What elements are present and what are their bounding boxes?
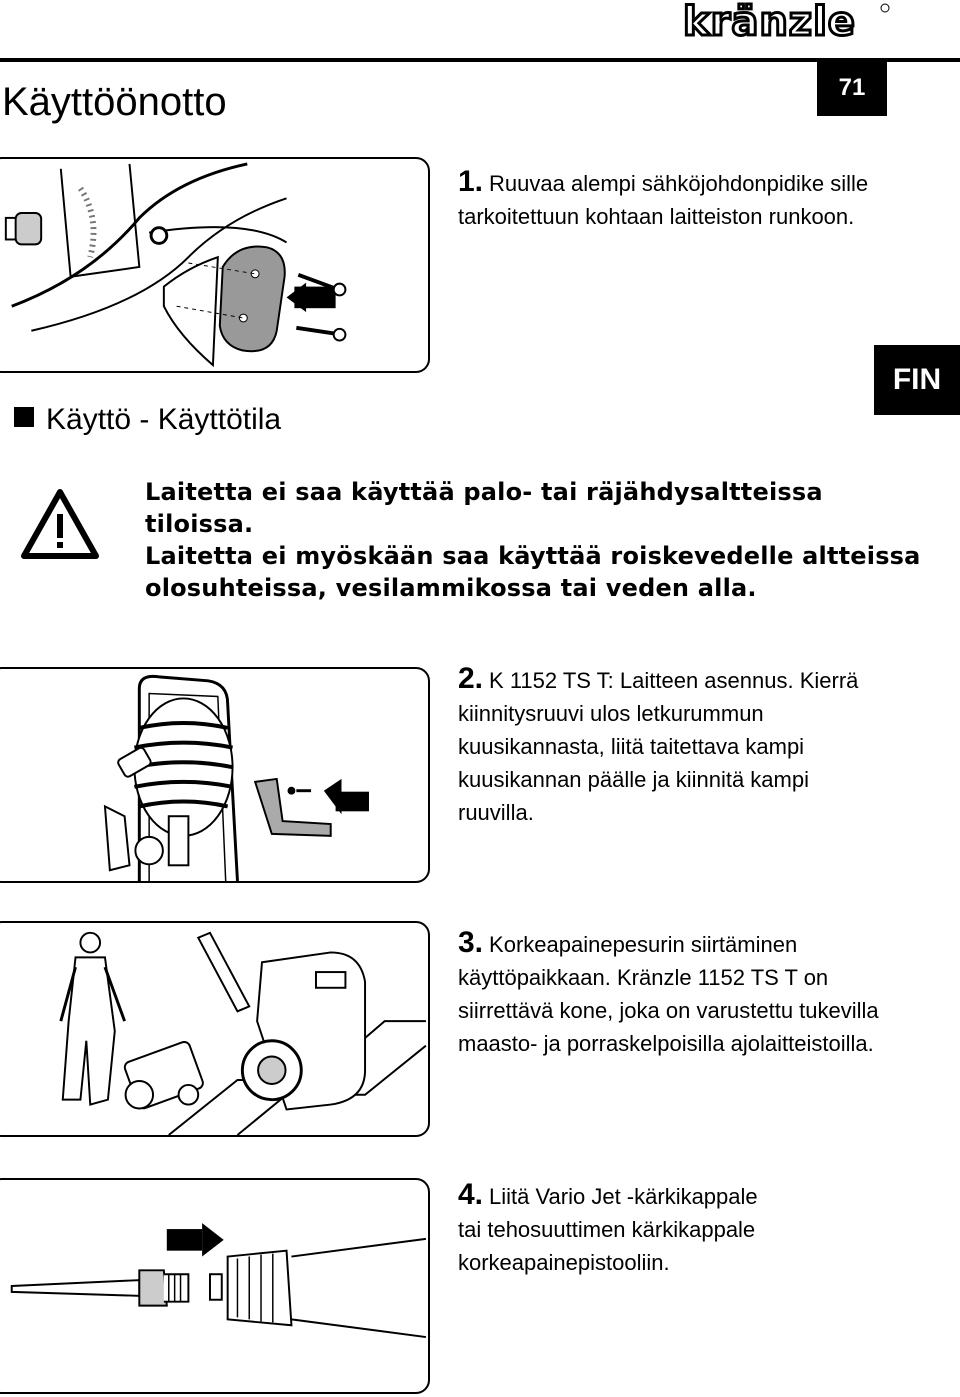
cable-holder-illustration [0,159,428,371]
warning-text: Laitetta ei saa käyttää palo- tai räjähdysaltteissa tiloissa. Laitetta ei myöskään saa käyttää roiskevedelle altteissa olosuhteissa, vesilammikossa tai veden alla. [145,478,921,602]
figure-cable-holder [0,157,430,373]
section-heading [14,400,281,440]
header-rule [0,58,960,62]
machine-transport-illustration [0,923,428,1135]
step-text: Korkeapainepesurin siirtäminen käyttöpaikkaan. Kränzle 1152 TS T on siirrettävä kone, joka on varustettu tukevilla maasto- ja porraskelpoisilla ajolaitteistoilla. [458,932,879,1056]
step-2 [458,662,928,829]
step-text: Ruuvaa alempi sähköjohdonpidike sille tarkoitettuun kohtaan laitteiston runkoon. [458,171,869,229]
step-1 [458,165,928,233]
nozzle-connection-illustration [0,1180,428,1392]
warning-triangle-icon [20,488,100,560]
step-4 [458,1178,928,1279]
hose-reel-crank-illustration [0,669,428,881]
square-bullet-icon [14,407,34,427]
step-number: 4. [458,1178,484,1211]
step-number: 3. [458,926,484,959]
section-title: Käyttö - Käyttötila [46,403,282,436]
brand-logo [683,2,893,42]
step-3 [458,926,928,1060]
step-text: K 1152 TS T: Laitteen asennus. Kierrä kiinnitysruuvi ulos letkurummun kuusikannasta, liitä taitettava kampi kuusikannan päälle ja kiinnitä kampi ruuvilla. [458,668,859,825]
page-number: 71 [817,60,887,116]
figure-nozzle [0,1178,430,1394]
figure-transport [0,921,430,1137]
language-tab: FIN [874,345,960,415]
page-title: Käyttöönotto [2,80,227,124]
figure-hose-reel-crank [0,667,430,883]
svg-text:kränzle: kränzle [683,2,856,42]
step-text: Liitä Vario Jet -kärkikappale tai tehosuuttimen kärkikappale korkeapainepistooliin. [458,1184,758,1275]
step-number: 2. [458,662,484,695]
step-number: 1. [458,165,484,198]
